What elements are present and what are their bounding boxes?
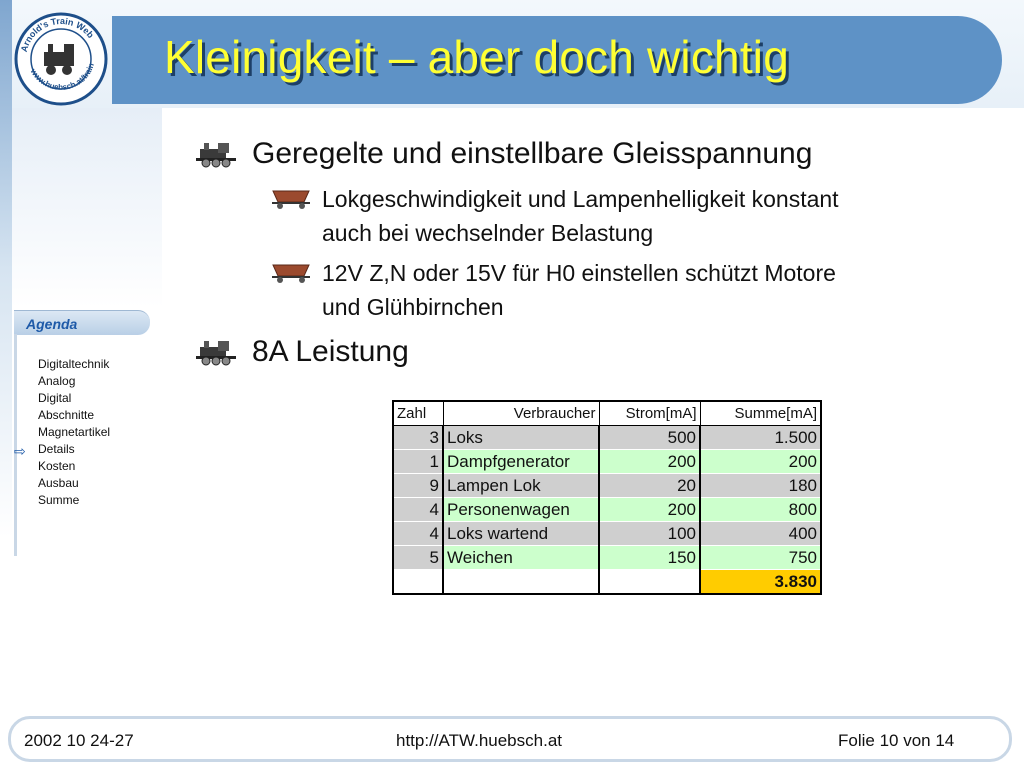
table-cell-empty: [393, 570, 443, 595]
table-cell: Loks wartend: [443, 522, 599, 546]
table-cell: 1.500: [700, 426, 821, 450]
table-cell: 180: [700, 474, 821, 498]
agenda-item-summe[interactable]: Summe: [38, 493, 80, 507]
table-cell: 200: [599, 450, 700, 474]
table-row: [393, 522, 821, 546]
table-cell: 9: [393, 474, 443, 498]
table-cell: 5: [393, 546, 443, 570]
footer-page-number: Folie 10 von 14: [838, 731, 955, 750]
agenda-item-digitaltechnik[interactable]: Digitaltechnik: [38, 357, 110, 371]
table-cell: Weichen: [443, 546, 599, 570]
left-decor-panel: [12, 108, 162, 308]
column-header: Zahl: [393, 401, 443, 426]
sub-bullet-lokgeschwindigkeit: [322, 182, 839, 250]
table-cell: 800: [700, 498, 821, 522]
table-header-row: [393, 401, 821, 426]
wagon-icon: [270, 262, 312, 284]
consumption-table: [392, 400, 822, 595]
svg-text:www.huebsch.at/train: www.huebsch.at/train: [28, 61, 96, 92]
sub-bullet-line: Lokgeschwindigkeit und Lampenhelligkeit konstant: [322, 186, 839, 212]
table-cell: 3: [393, 426, 443, 450]
sub-bullet-line: 12V Z,N oder 15V für H0 einstellen schützt Motore: [322, 260, 836, 286]
agenda-panel: [14, 310, 164, 550]
agenda-item-details[interactable]: Details: [38, 442, 75, 456]
table-cell: Personenwagen: [443, 498, 599, 522]
table-cell: 200: [599, 498, 700, 522]
table-cell: Lampen Lok: [443, 474, 599, 498]
table-cell: 100: [599, 522, 700, 546]
table-total-row: [393, 570, 821, 595]
bullet-gleisspannung: Geregelte und einstellbare Gleisspannung: [252, 137, 813, 170]
wagon-icon: [270, 188, 312, 210]
column-header: Strom[mA]: [599, 401, 700, 426]
sub-bullet-line: und Glühbirnchen: [322, 294, 504, 320]
agenda-item-ausbau[interactable]: Ausbau: [38, 476, 79, 490]
table-cell: 4: [393, 498, 443, 522]
bullet-leistung: 8A Leistung: [252, 335, 409, 368]
footer-date: 2002 10 24-27: [24, 731, 134, 750]
footer-url-link[interactable]: http://ATW.huebsch.at: [396, 731, 562, 750]
total-sum-cell: 3.830: [700, 570, 821, 595]
table-cell-empty: [443, 570, 599, 595]
sub-bullet-spannung: [322, 256, 836, 324]
table-cell: 20: [599, 474, 700, 498]
table-cell: 4: [393, 522, 443, 546]
table-row: [393, 498, 821, 522]
agenda-list: [38, 356, 110, 509]
table-row: [393, 474, 821, 498]
table-cell: 400: [700, 522, 821, 546]
agenda-item-abschnitte[interactable]: Abschnitte: [38, 408, 95, 422]
table-row: [393, 426, 821, 450]
svg-text:Arnold's Train Web: Arnold's Train Web: [18, 15, 96, 53]
table-cell: 1: [393, 450, 443, 474]
agenda-item-magnetartikel[interactable]: Magnetartikel: [38, 425, 111, 439]
table-cell: 150: [599, 546, 700, 570]
locomotive-icon: [196, 338, 240, 366]
table-cell: 200: [700, 450, 821, 474]
left-decor-bar: [0, 0, 12, 768]
locomotive-icon: [196, 140, 240, 168]
agenda-item-digital[interactable]: Digital: [38, 391, 72, 405]
table-cell: Loks: [443, 426, 599, 450]
arrow-right-icon: ⇨: [14, 443, 26, 459]
agenda-item-analog[interactable]: Analog: [38, 374, 76, 388]
table-cell: 500: [599, 426, 700, 450]
table-cell: Dampfgenerator: [443, 450, 599, 474]
sub-bullet-line: auch bei wechselnder Belastung: [322, 220, 654, 246]
slide-title: Kleinigkeit – aber doch wichtig: [164, 31, 789, 83]
agenda-item-kosten[interactable]: Kosten: [38, 459, 76, 473]
table-row: [393, 450, 821, 474]
logo-icon: [14, 12, 108, 106]
table-row: [393, 546, 821, 570]
column-header: Verbraucher: [443, 401, 599, 426]
agenda-heading: Agenda: [26, 316, 78, 332]
table-cell: 750: [700, 546, 821, 570]
column-header: Summe[mA]: [700, 401, 821, 426]
table-cell-empty: [599, 570, 700, 595]
